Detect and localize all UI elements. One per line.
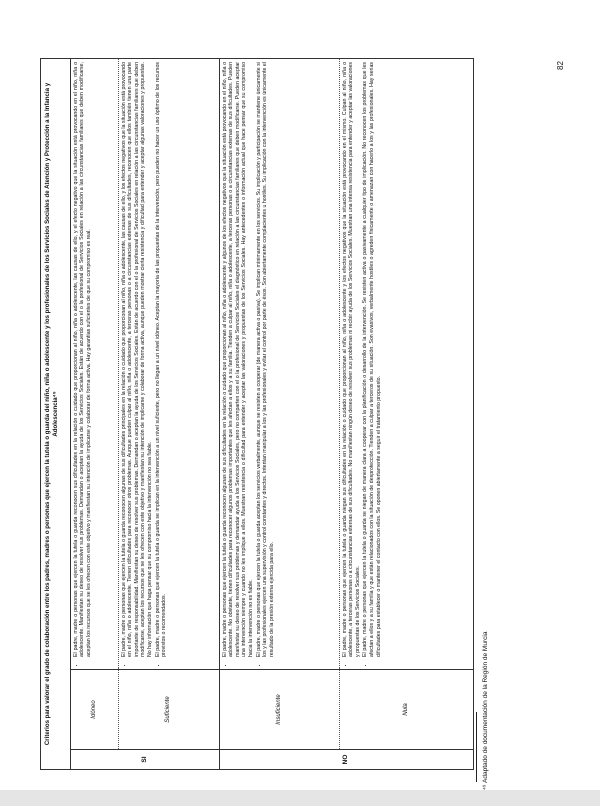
group-label-si: SI: [71, 750, 220, 770]
level-label: Insuficiente: [220, 670, 340, 750]
level-label: Nula: [340, 670, 474, 750]
table-title: Criterios para valorar el grado de colaboración entre los padres, madres o personas que ejercen la tutela o guarda del niño, niña o adolescente y los profesionales de los Servicios Sociales de Atención y Protección a la Infancia y Adolescencia⁴⁹: [41, 59, 71, 770]
criteria-table: [40, 58, 474, 770]
footnote-divider: [476, 712, 477, 782]
footnote: ⁴⁹ Adaptado de documentación de la Región de Murcia: [482, 631, 489, 790]
group-label-no: NO: [220, 750, 474, 770]
criteria-item: • El padre, madre o personas que ejercen la tutela o guarda se implican en la intervención a un nivel suficiente, pero no llegan a un nivel idóneo. Aceptan la mayoría de las propuestas de la intervención, pero pueden no hacer un uso óptimo de los recursos provistos o recomendados.: [155, 62, 168, 657]
criteria-list: [222, 62, 276, 666]
criteria-list: [342, 62, 383, 666]
table-row: [71, 59, 119, 770]
criteria-item: • El padre, madre o personas que ejercen la tutela o guarda se niegan de manera clara a cooperar con la planificación o desarrollo de la intervención. Se resisten activa o pasivamente a cualquier tipo de implicación. No reconocen los problemas que les afectan a ellos y a su familia y que están relacionados con la situación de desprotección. Tienden a culpar a terceros de su situación. Son evasivos, verbalmente hostiles o agreden físicamente o amenazan con hacerlo a los y las profesionales. Hay serias dificultades para establecer o mantener el contacto con ellos. Se oponen abiertamente a seguir el tratamiento propuesto.: [362, 62, 382, 657]
criteria-table-container: [40, 58, 474, 770]
table-row: [220, 59, 340, 770]
criteria-item: • El padre, madre o personas que ejercen la tutela o guarda aceptan los servicios verbalmente, aunque se resisten a cooperar (de manera activa o pasiva). Se implican mínimamente en los servicios. Su implicación y participación se mantiene únicamente si los y las profesionales ejercen una supervisión y control constantes y directos. Intentan manipular a los y las profesionales y evitar el control por parte de ésos. Son abiertamente complacientes u hostiles. Su implicación con la intervención es únicamente el resultado de la presión externa ejercida para ello.: [256, 62, 276, 657]
level-description: [119, 59, 220, 670]
table-row: [340, 59, 474, 770]
level-label: Suficiente: [119, 670, 220, 750]
criteria-list: [73, 62, 93, 666]
level-description: [220, 59, 340, 670]
criteria-item: • El padre, madre o personas que ejercen la tutela o guarda reconocen sus dificultades en la relación o cuidado que proporcionan al niño, niña o adolescente, las causas de ello, y el efecto negativo que la situación está provocando en el niño, niña o adolescente. Manifiestan su deseo de resolver sus problemas. Demandan o aceptan la ayuda de los Servicios Sociales. Están de acuerdo con el o la profesional de Servicios Sociales en relación a las circunstancias familiares que deben modificarse, aceptan los recursos que se les ofrecen con este objetivo y manifiestan su intención de implicarse y colaborar de forma activa. Hay garantías suficientes de que su compromiso es real.: [73, 62, 93, 657]
level-description: [340, 59, 474, 670]
criteria-item: • El padre, madre o personas que ejercen la tutela o guarda reconocen algunas de sus dificultades en la relación o cuidado que proporcionan al niño, niña o adolescente y algunos de los efectos negativos que la situación está provocando en el niño, niña o adolescente. No obstante, tienen dificultades para reconocer algunos problemas importantes que les afectan a ellos y a su familia. Tienden a culpar al niño, niña o adolescente, a terceras personas o a circunstancias externas de sus dificultades. Pueden manifestar su deseo de resolver sus problemas y demandar ayuda a los Servicios Sociales, pero no comparten con el o la profesional de Servicios Sociales el diagnóstico en relación a las circunstancias familiares que deben modificarse. Pueden aceptar una intervención siempre y cuando no les implique a ellos. Muestran resistencia o dificultad para entender y aceptar las valoraciones y propuestas de los Servicios Sociales. Hay antecedentes o información actual que hace pensar que su compromiso hacia la intervención no es fiable.: [222, 62, 255, 657]
page-number: 82: [556, 61, 565, 70]
table-header-row: [41, 59, 71, 770]
level-description: [71, 59, 119, 670]
criteria-item: • El padre, madre o personas que ejercen la tutela o guarda reconocen algunas de sus dificultades principales en la relación o cuidado que proporcionan al niño, niña o adolescente, las causas de ello, y los efectos negativos que la situación está provocando en el niño, niña o adolescente. Tienen dificultades para reconocer otros problemas. Aunque pueden culpar al niño, niña o adolescente, a terceras personas o a circunstancias externas de sus dificultades, reconocen que ellos también tienen una parte importante de responsabilidad. Manifiestan su deseo de resolver sus problemas. Demandan o aceptan la ayuda de los Servicios Sociales. Están de acuerdo con el o la profesional de Servicios Sociales en relación a las circunstancias familiares que deben modificarse, aceptan los recursos que se les ofrecen con este objetivo y manifiestan su intención de implicarse y colaborar de forma activa, aunque pueden mostrar cierta resistencia y dificultad para entender y aceptar algunas valoraciones y propuestas. No hay información que haga pensar que su compromiso hacia la intervención no sea fiable.: [121, 62, 154, 657]
level-label: Idóneo: [71, 670, 119, 750]
table-row: [119, 59, 220, 770]
criteria-list: [121, 62, 168, 666]
criteria-item: • El padre, madre o personas que ejercen la tutela o guarda niegan sus dificultades en la relación o cuidado que proporcionan al niño, niña o adolescente y los efectos negativos que la situación está provocando en el mismo. Culpan al niño, niña o adolescente, a terceras personas o a circunstancias externas de sus dificultades. No manifiestan ningún deseo de resolver sus problemas ni recibir ayuda de los Servicios Sociales. Muestran una intensa resistencia para entender y aceptar las valoraciones y propuestas de los Servicios Sociales.: [342, 62, 362, 657]
